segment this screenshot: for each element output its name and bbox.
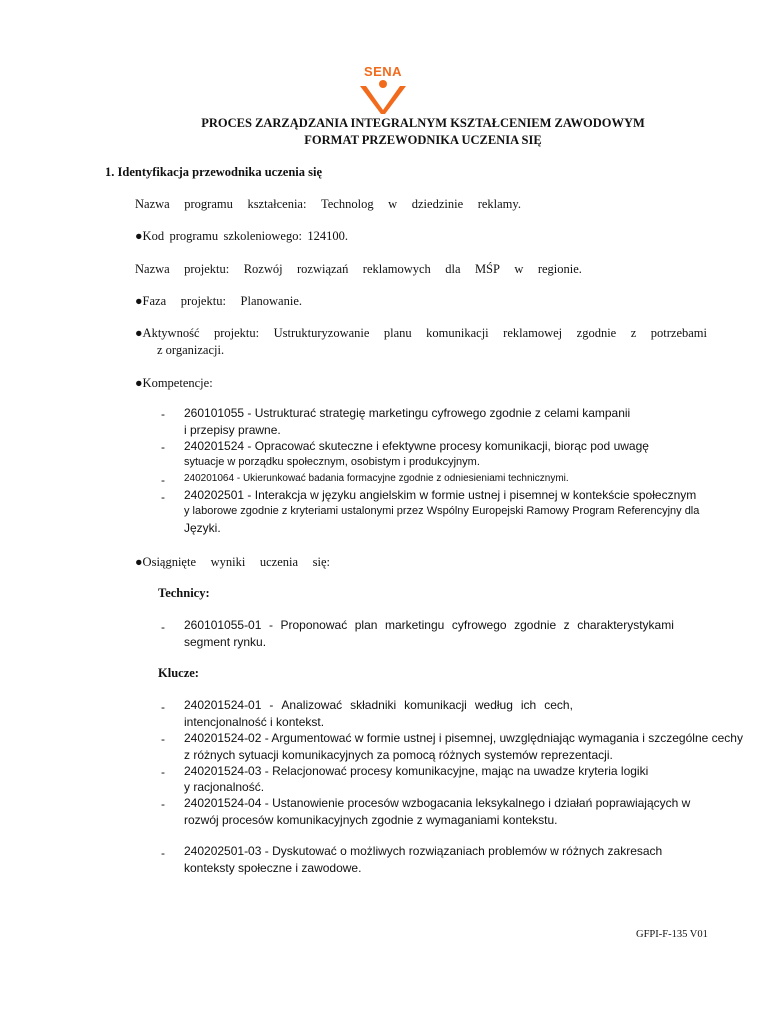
word: zgodnie — [514, 618, 557, 632]
word: potrzebami — [650, 326, 707, 340]
word: ●Faza — [135, 294, 167, 308]
key-outcome: 240201524-03 - Relacjonować procesy komunikacyjne, mając na uwadze kryteria logiki — [184, 764, 649, 778]
project-phase-line — [135, 294, 302, 309]
document-code: GFPI-F-135 V01 — [636, 929, 708, 940]
key-outcome-continuation: rozwój procesów komunikacyjnych zgodnie z wymaganiami kontekstu. — [184, 813, 558, 827]
program-code-line — [135, 229, 348, 244]
technical-subheading: Technicy: — [158, 586, 210, 600]
key-outcome-continuation: z różnych sytuacji komunikacyjnych za pomocą różnych systemów reprezentacji. — [184, 748, 613, 762]
competency-item: 240201524 - Opracować skuteczne i efektywne procesy komunikacji, biorąc pod uwagę — [184, 439, 649, 453]
word: cyfrowego — [451, 618, 507, 632]
word: - — [269, 698, 274, 712]
word: ich — [520, 698, 537, 712]
word: planu — [383, 326, 412, 340]
list-dash: - — [161, 473, 165, 487]
key-outcome: 240201524-04 - Ustanowienie procesów wzbogacania leksykalnego i działań poprawiających w — [184, 796, 691, 810]
word: Technolog — [321, 197, 374, 211]
word: marketingu — [384, 618, 445, 632]
word: - — [268, 618, 273, 632]
competency-item: 240202501 - Interakcja w języku angielskim w formie ustnej i pisemnej w kontekście społecznym — [184, 488, 697, 502]
list-dash: - — [161, 490, 165, 504]
word: regionie. — [537, 262, 582, 276]
word: ●Osiągnięte — [135, 555, 197, 569]
project-activity-continuation: z organizacji. — [157, 343, 225, 357]
word: rozwiązań — [297, 262, 349, 276]
word: plan — [354, 618, 378, 632]
word: Analizować — [281, 698, 343, 712]
document-subtitle: FORMAT PRZEWODNIKA UCZENIA SIĘ — [304, 133, 542, 147]
key-outcome — [184, 698, 573, 712]
word: się: — [312, 555, 330, 569]
competency-item: 240201064 - Ukierunkować badania formacyjne zgodnie z odniesieniami technicznymi. — [184, 473, 569, 484]
word: charakterystykami — [577, 618, 674, 632]
word: MŚP — [474, 262, 500, 276]
list-dash: - — [161, 846, 165, 860]
word: cech, — [544, 698, 573, 712]
list-dash: - — [161, 440, 165, 454]
list-dash: - — [161, 700, 165, 714]
word: zgodnie — [576, 326, 617, 340]
word: projektu: — [184, 262, 230, 276]
word: Proponować — [280, 618, 348, 632]
word: w — [514, 262, 524, 276]
competency-item-continuation: y laborowe zgodnie z kryteriami ustalonymi przez Wspólny Europejski Ramowy Program Referencyjny dla — [184, 505, 700, 517]
competency-item: 260101055 - Ustrukturać strategię marketingu cyfrowego zgodnie z celami kampanii — [184, 406, 631, 420]
word: projektu: — [180, 294, 226, 308]
word: szkoleniowego: — [223, 229, 302, 243]
word: 260101055-01 — [184, 618, 262, 632]
sena-logo-figure-icon — [354, 64, 412, 114]
sena-logo-text: SENA — [363, 64, 403, 79]
word: programu — [184, 197, 233, 211]
learning-outcomes-label — [135, 555, 330, 570]
project-activity-line — [135, 326, 707, 341]
key-outcome-continuation: intencjonalność i kontekst. — [184, 715, 325, 729]
technical-outcome — [184, 618, 674, 632]
key-subheading: Klucze: — [158, 666, 199, 680]
word: z — [630, 326, 637, 340]
word: z — [563, 618, 570, 632]
key-outcome: 240201524-02 - Argumentować w formie ustnej i pisemnej, uwzględniając wymagania i szczególne cechy — [184, 731, 743, 745]
sena-logo — [354, 64, 412, 114]
word: Ustrukturyzowanie — [273, 326, 370, 340]
technical-outcome-continuation: segment rynku. — [184, 635, 267, 649]
key-outcome-continuation: y racjonalność. — [184, 780, 265, 794]
word: Nazwa — [135, 262, 170, 276]
word: uczenia — [259, 555, 299, 569]
word: komunikacji — [426, 326, 489, 340]
key-outcome-continuation: konteksty społeczne i zawodowe. — [184, 861, 362, 875]
word: 124100. — [307, 229, 348, 243]
word: składniki — [350, 698, 397, 712]
list-dash: - — [161, 407, 165, 421]
list-dash: - — [161, 620, 165, 634]
word: ●Kod — [135, 229, 165, 243]
word: komunikacji — [404, 698, 467, 712]
list-dash: - — [161, 732, 165, 746]
word: reklamy. — [477, 197, 521, 211]
section-heading: 1. Identyfikacja przewodnika uczenia się — [105, 165, 323, 179]
word: programu — [169, 229, 219, 243]
word: według — [474, 698, 513, 712]
word: reklamowych — [362, 262, 431, 276]
word: projektu: — [213, 326, 260, 340]
competency-item-continuation: Języki. — [184, 521, 221, 535]
word: Rozwój — [243, 262, 283, 276]
word: Planowanie. — [240, 294, 302, 308]
project-name-line — [135, 262, 582, 277]
competency-item-continuation: i przepisy prawne. — [184, 423, 281, 437]
word: wyniki — [210, 555, 246, 569]
competency-item-continuation: sytuacje w porządku społecznym, osobistym i produkcyjnym. — [184, 456, 480, 468]
word: dziedzinie — [411, 197, 464, 211]
word: Nazwa — [135, 197, 170, 211]
competencies-label: ●Kompetencje: — [135, 376, 213, 390]
word: 240201524-01 — [184, 698, 262, 712]
word: dla — [445, 262, 461, 276]
key-outcome: 240202501-03 - Dyskutować o możliwych rozwiązaniach problemów w różnych zakresach — [184, 844, 663, 858]
program-name-line — [135, 197, 521, 212]
word: w — [388, 197, 398, 211]
list-dash: - — [161, 765, 165, 779]
word: reklamowej — [503, 326, 563, 340]
document-title: PROCES ZARZĄDZANIA INTEGRALNYM KSZTAŁCENIEM ZAWODOWYM — [201, 116, 645, 130]
word: ●Aktywność — [135, 326, 200, 340]
list-dash: - — [161, 797, 165, 811]
word: kształcenia: — [247, 197, 307, 211]
